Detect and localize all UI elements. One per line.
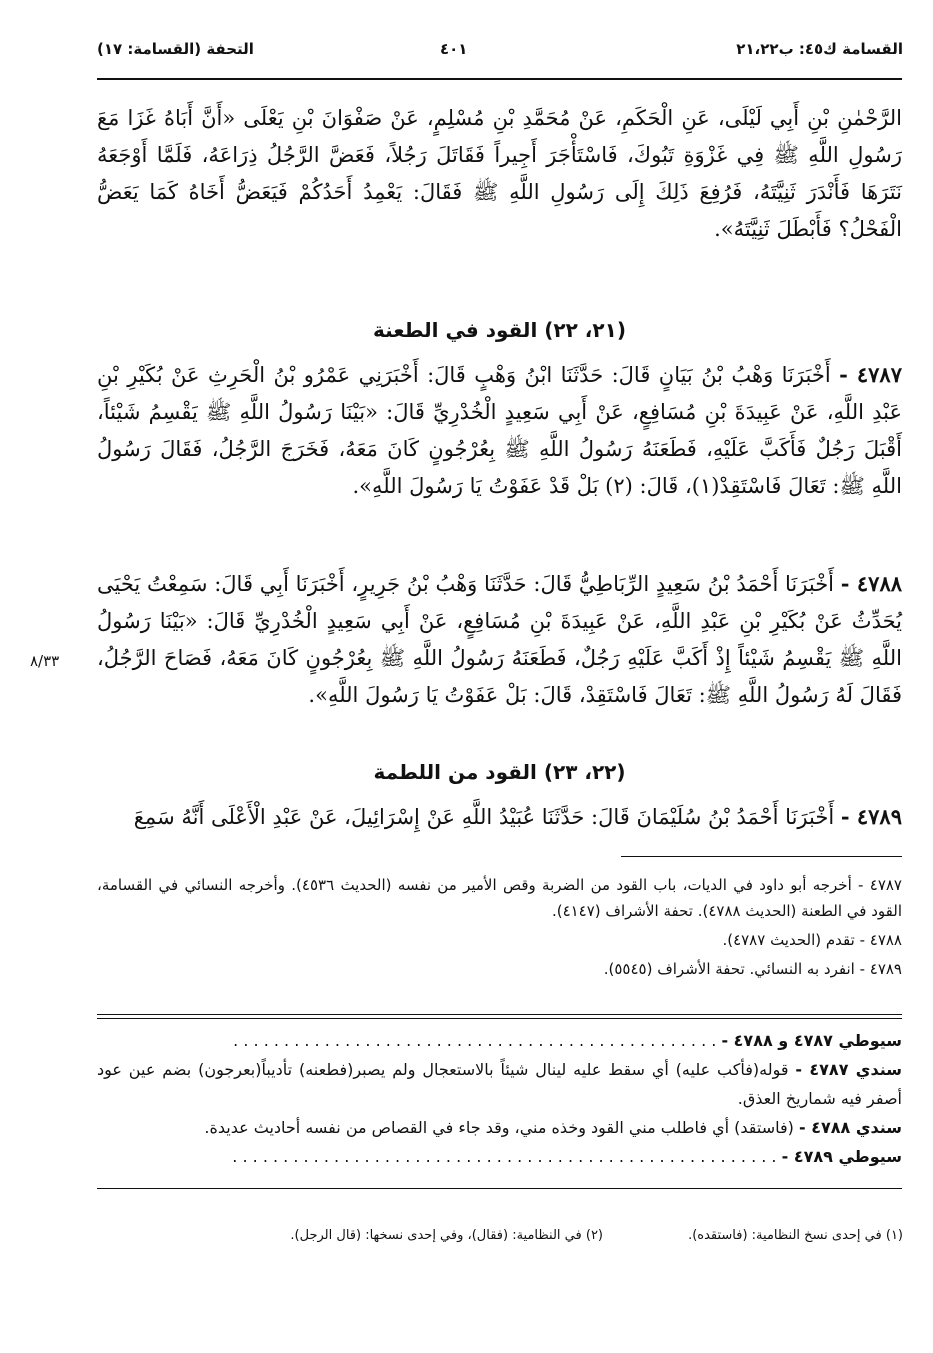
continuation-paragraph <box>97 100 902 248</box>
hadith-number: ٤٧٨٧ - <box>839 362 902 387</box>
note-4787: ٤٧٨٧ - أخرجه أبو داود في الديات، باب القود من الضربة وقص الأمير من نفسه (الحديث ٤٥٣٦). وأخرجه النسائي في القسامة، القود في الطعنة (الحديث ٤٧٨٨). تحفة الأشراف (٤١٤٧). <box>97 876 902 920</box>
hadith-4787 <box>97 356 902 505</box>
notes-separator <box>621 856 902 857</box>
header-chapter-reference: القسامة ك٤٥: ب٢١،٢٢ <box>736 40 903 58</box>
commentary-text: قوله(فأكب عليه) أي سقط عليه لينال شيئاً بالاستعجال ولم يصبر(فطعنه) تأديباً(بعرجون) بضم عين عود أصفر فيه شماريخ العذق. <box>97 1060 902 1108</box>
hadith-4789 <box>97 798 902 836</box>
margin-volume-page-note: ٨/٣٣ <box>30 652 60 670</box>
note-4789: ٤٧٨٩ - انفرد به النسائي. تحفة الأشراف (٥٥٤٥). <box>603 960 902 978</box>
hadith-4788 <box>97 565 902 714</box>
hadith-number: ٤٧٨٨ - <box>840 571 903 596</box>
commentary-text: . . . . . . . . . . . . . . . . . . . . . . . . . . . . . . . . . . . . . . . . . . . . . . . . <box>233 1031 717 1050</box>
commentary-label: سيوطي ٤٧٨٧ و ٤٧٨٨ - <box>721 1031 902 1050</box>
page-number: ٤٠١ <box>440 40 468 58</box>
takhrij-notes <box>97 872 902 985</box>
commentary-suyuti-4787-4788 <box>97 1026 902 1055</box>
hadith-number: ٤٧٨٩ - <box>840 804 902 829</box>
footnote-2: (٢) في النظامية: (فقال)، وفي إحدى نسخها: (قال الرجل). <box>290 1228 603 1243</box>
note-4788: ٤٧٨٨ - تقدم (الحديث ٤٧٨٧). <box>722 931 902 949</box>
commentary-text: (فاستقد) أي فاطلب مني القود وخذه مني، وقد جاء في القصاص من نفسه أحاديث عديدة. <box>204 1118 794 1137</box>
header-rule <box>97 78 902 80</box>
commentary-text: . . . . . . . . . . . . . . . . . . . . . . . . . . . . . . . . . . . . . . . . . . . . . . . . . . . . . . <box>232 1147 777 1166</box>
hadith-text: أَخْبَرَنَا وَهْبُ بْنُ بَيَانٍ قَالَ: حَدَّثَنَا ابْنُ وَهْبٍ قَالَ: أَخْبَرَنِي عَمْرُو بْنُ الْحَرِثِ عَنْ بُكَيْرِ بْنِ عَبْدِ اللَّهِ، عَنْ عَبِيدَةَ بْنِ مُسَافِعٍ، عَنْ أَبِي سَعِيدٍ الْخُدْرِيِّ قَالَ: «بَيْنَا رَسُولُ اللَّهِ ﷺ يَقْسِمُ شَيْئاً، أَقْبَلَ رَجُلٌ فَأَكَبَّ عَلَيْهِ، فَطَعَنَهُ رَسُولُ اللَّهِ ﷺ بِعُرْجُونٍ كَانَ مَعَهُ، فَخَرَجَ الرَّجُلُ، فَقَالَ رَسُولُ اللَّهِ ﷺ: تَعَالَ فَاسْتَقِدْ(١)، قَالَ: (٢) بَلْ قَدْ عَفَوْتُ يَا رَسُولَ اللَّهِ». <box>97 363 902 498</box>
commentary-label: سندي ٤٧٨٨ - <box>798 1118 902 1137</box>
hadith-text: أَخْبَرَنَا أَحْمَدُ بْنُ سُلَيْمَانَ قَالَ: حَدَّثَنَا عُبَيْدُ اللَّهِ عَنْ إِسْرَائِيلَ، عَنْ عَبْدِ الْأَعْلَى أَنَّهُ سَمِعَ <box>133 805 835 829</box>
hadith-text: أَخْبَرَنَا أَحْمَدُ بْنُ سَعِيدٍ الرِّبَاطِيُّ قَالَ: حَدَّثَنَا وَهْبُ بْنُ جَرِيرٍ، أَخْبَرَنَا أَبِي قَالَ: سَمِعْتُ يَحْيَى يُحَدِّثُ عَنْ بُكَيْرِ بْنِ عَبْدِ اللَّهِ، عَنْ عَبِيدَةَ بْنِ مُسَافِعٍ، عَنْ أَبِي سَعِيدٍ الْخُدْرِيِّ قَالَ: «بَيْنَا رَسُولُ اللَّهِ ﷺ يَقْسِمُ شَيْئاً إِذْ أَكَبَّ عَلَيْهِ رَجُلٌ، فَطَعَنَهُ رَسُولُ اللَّهِ ﷺ بِعُرْجُونٍ كَانَ مَعَهُ، فَصَاحَ الرَّجُلُ، فَقَالَ لَهُ رَسُولُ اللَّهِ ﷺ: تَعَالَ فَاسْتَقِدْ، قَالَ: بَلْ عَفَوْتُ يَا رَسُولَ اللَّهِ». <box>97 572 902 707</box>
footnotes-separator <box>97 1188 902 1189</box>
commentary-label: سيوطي ٤٧٨٩ - <box>781 1147 902 1166</box>
commentary-label: سندي ٤٧٨٧ - <box>795 1060 902 1079</box>
commentary-suyuti-4789 <box>97 1142 902 1171</box>
chapter-heading-stabbing: (٢١، ٢٢) القود في الطعنة <box>373 318 626 342</box>
commentary-sindi-4788 <box>97 1113 902 1142</box>
commentary-section <box>97 1026 902 1171</box>
chapter-heading-slap: (٢٢، ٢٣) القود من اللطمة <box>373 760 626 784</box>
header-tuhfa-reference: التحفة (القسامة: ١٧) <box>97 40 254 58</box>
footnote-1: (١) في إحدى نسخ النظامية: (فاستقده). <box>688 1228 903 1243</box>
commentary-separator <box>97 1014 902 1019</box>
commentary-sindi-4787 <box>97 1055 902 1113</box>
continuation-text: الرَّحْمٰنِ بْنِ أَبِي لَيْلَى، عَنِ الْحَكَمِ، عَنْ مُحَمَّدِ بْنِ مُسْلِمٍ، عَنْ صَفْوَانَ بْنِ يَعْلَى «أَنَّ أَبَاهُ غَزَا مَعَ رَسُولِ اللَّهِ ﷺ فِي غَزْوَةِ تَبُوكَ، فَاسْتَأْجَرَ أَجِيراً فَقَاتَلَ رَجُلاً، فَعَضَّ الرَّجُلُ ذِرَاعَهُ، فَلَمَّا أَوْجَعَهُ نَتَرَهَا فَأَنْدَرَ ثَنِيَّتَهُ، فَرُفِعَ ذَلِكَ إِلَى رَسُولِ اللَّهِ ﷺ فَقَالَ: يَعْمِدُ أَحَدُكُمْ فَيَعَضُّ أَخَاهُ كَمَا يَعَضُّ الْفَحْلُ؟ فَأَبْطَلَ ثَنِيَّتَهُ». <box>97 106 902 241</box>
